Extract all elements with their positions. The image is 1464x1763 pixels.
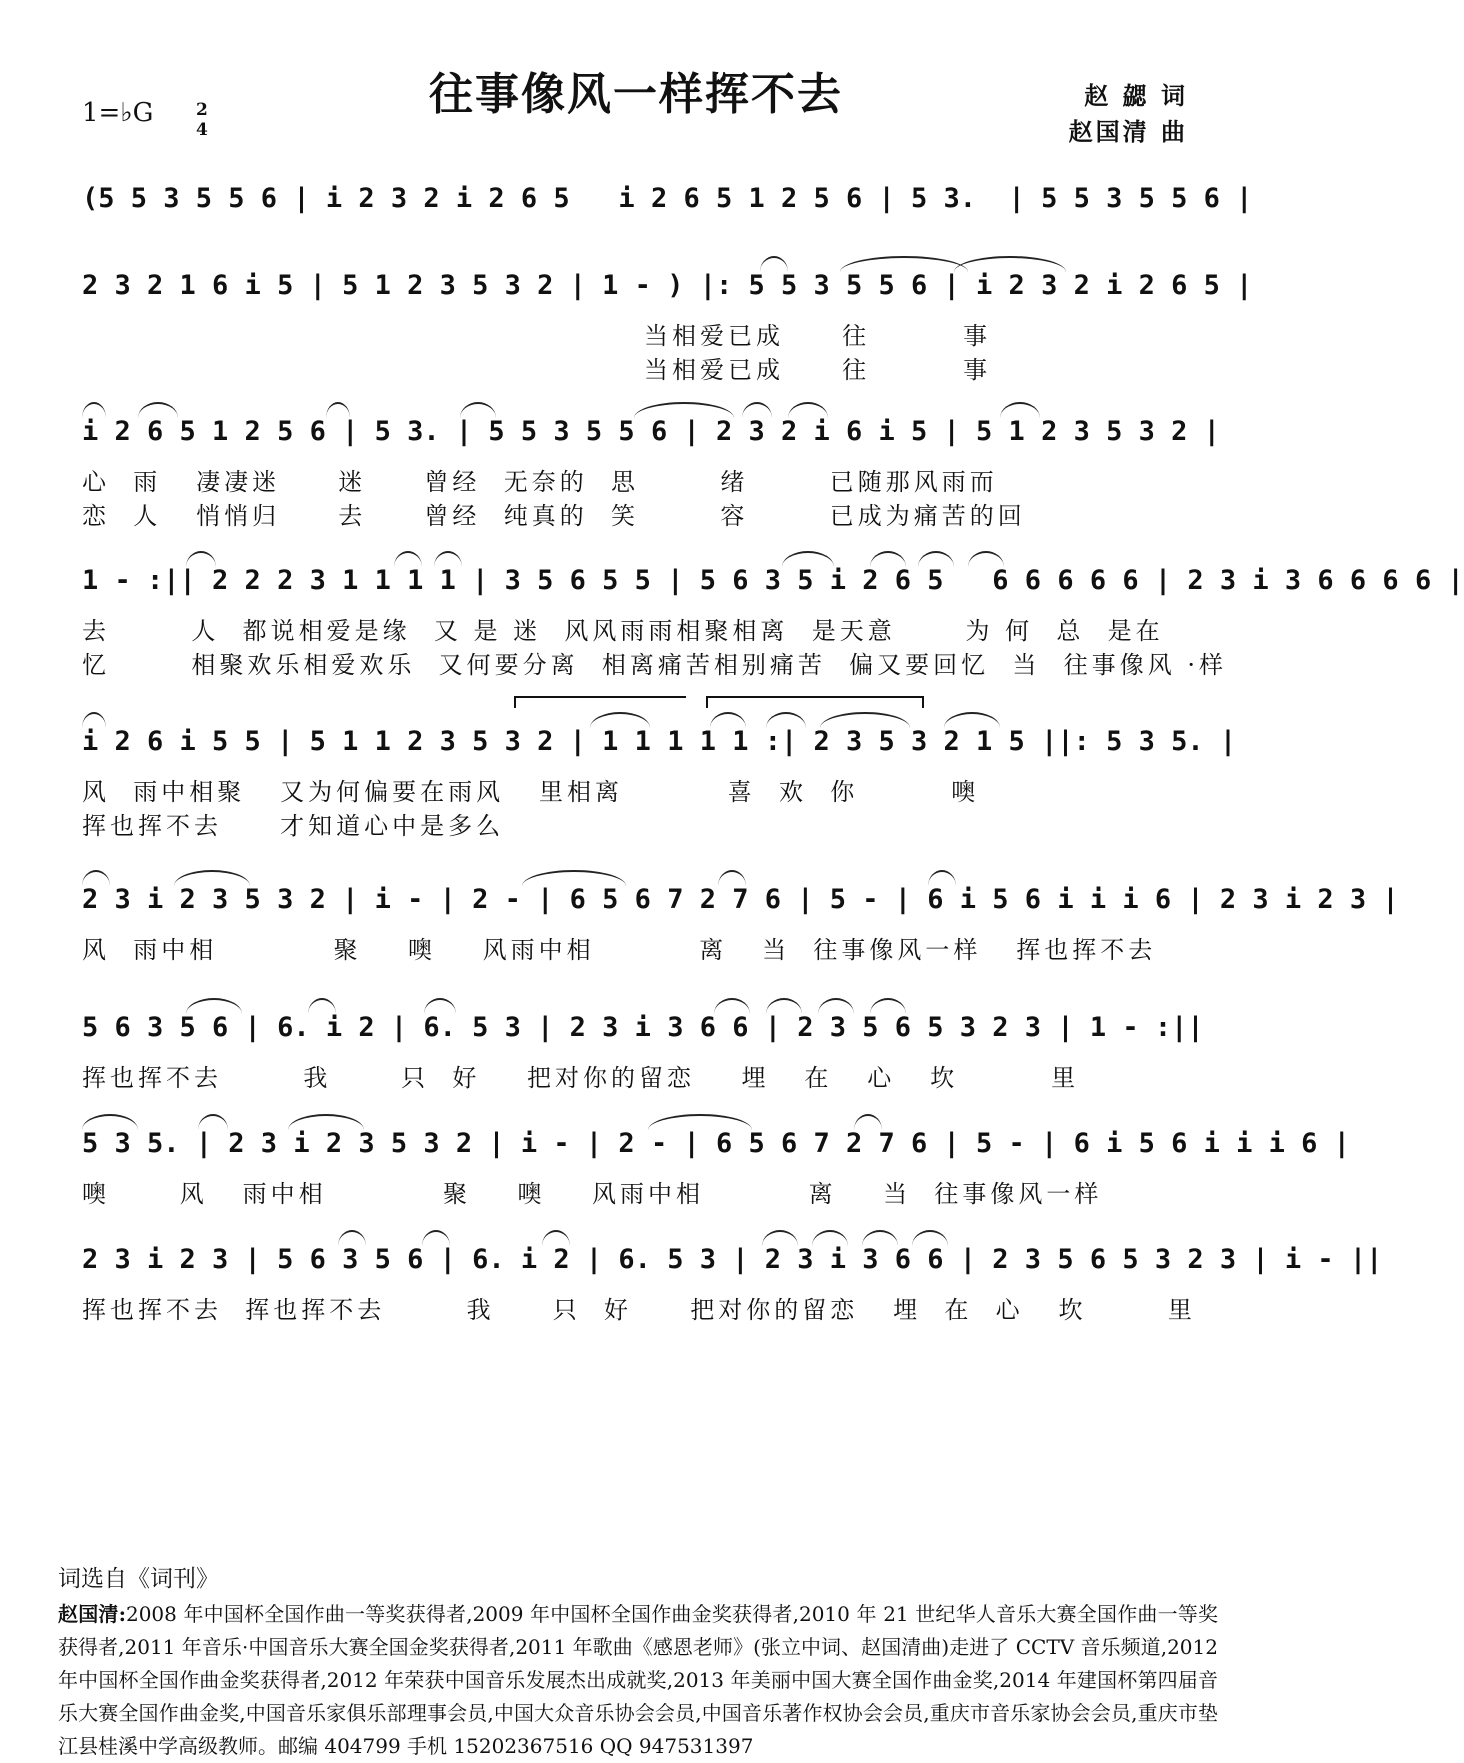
lyrics-verse-1: 心 雨 凄凄迷 迷 曾经 无奈的 思 绪 已随那风雨而: [82, 468, 998, 496]
lyrics-verse-2: 恋 人 悄悄归 去 曾经 纯真的 笑 容 已成为痛苦的回: [82, 502, 1026, 530]
lyrics-verse-2: 挥也挥不去 才知道心中是多么: [82, 812, 505, 840]
lyrics-verse-1: 挥也挥不去 我 只 好 把对你的留恋 埋 在 心 坎 里: [82, 1064, 1080, 1092]
bio-name: 赵国清:: [58, 1602, 126, 1626]
notation-line: 2 3 2 1 6 i 5 | 5 1 2 3 5 3 2 | 1 - ) |: 5 5 3 5 5 6 | i 2 3 2 i 2 6 5 |: [82, 270, 1253, 301]
lyrics-verse-1: 风 雨中相聚 又为何偏要在雨风 里相离 喜 欢 你 噢: [82, 778, 980, 806]
time-signature: 2 4: [196, 100, 208, 140]
key-signature: 1=♭G: [82, 98, 154, 128]
volta-1: [514, 696, 686, 708]
bio-text: 2008 年中国杯全国作曲一等奖获得者,2009 年中国杯全国作曲金奖获得者,2010 年 21 世纪华人音乐大赛全国作曲一等奖获得者,2011 年音乐·中国音乐大赛全国金奖获得者,2011 年歌曲《感恩老师》(张立中词、赵国清曲)走进了 CCTV 音乐频道,2012 年中国杯全国作曲金奖获得者,2012 年荣获中国音乐发展杰出成就奖,2013 年美丽中国大赛全国作曲金奖,2014 年建国杯第四届音乐大赛全国作曲金奖,中国音乐家俱乐部理事会员,中国大众音乐协会会员,中国音乐著作权协会会员,重庆市音乐家协会会员,重庆市垫江县桂溪中学高级教师。邮编 404799 手机 15202367516 QQ 947531397: [58, 1602, 1218, 1758]
notation-line: i 2 6 i 5 5 | 5 1 1 2 3 5 3 2 | 1 1 1 1 1 :| 2 3 5 3 2 1 5 ||: 5 3 5. |: [82, 726, 1237, 757]
notation-line: 2 3 i 2 3 | 5 6 3 5 6 | 6. i 2 | 6. 5 3 | 2 3 i 3 6 6 | 2 3 5 6 5 3 2 3 | i - ||: [82, 1244, 1383, 1275]
lyrics-verse-1: 挥也挥不去 挥也挥不去 我 只 好 把对你的留恋 埋 在 心 坎 里: [82, 1296, 1196, 1324]
notation-line: 5 3 5. | 2 3 i 2 3 5 3 2 | i - | 2 - | 6 5 6 7 2 7 6 | 5 - | 6 i 5 6 i i i 6 |: [82, 1128, 1350, 1159]
lyrics-verse-1: 当相爱已成 往 事: [644, 322, 992, 350]
composer-bio: [58, 1598, 1218, 1763]
lyrics-verse-2: 当相爱已成 往 事: [644, 356, 992, 384]
lyrics-verse-1: 风 雨中相 聚 噢 风雨中相 离 当 往事像风一样 挥也挥不去: [82, 936, 1157, 964]
lyrics-verse-2: 忆 相聚欢乐相爱欢乐 又何要分离 相离痛苦相别痛苦 偏又要回忆 当 往事像风 ·样: [82, 651, 1227, 679]
notation-line: 5 6 3 5 6 | 6. i 2 | 6. 5 3 | 2 3 i 3 6 6 | 2 3 5 6 5 3 2 3 | 1 - :||: [82, 1012, 1204, 1043]
notation-line: 2 3 i 2 3 5 3 2 | i - | 2 - | 6 5 6 7 2 7 6 | 5 - | 6 i 5 6 i i i 6 | 2 3 i 2 3 |: [82, 884, 1399, 915]
notation-line: 1 - :|| 2 2 2 3 1 1 1 1 | 3 5 6 5 5 | 5 6 3 5 i 2 6 5 6 6 6 6 6 | 2 3 i 3 6 6 6 6 |: [82, 565, 1464, 596]
lyricist-credit: 赵 勰 词: [1084, 81, 1188, 110]
volta-2: [706, 696, 924, 708]
lyrics-source-note: 词选自《词刊》: [58, 1566, 219, 1592]
song-title: 往事像风一样挥不去: [429, 69, 843, 120]
lyrics-verse-1: 去 人 都说相爱是缘 又 是 迷 风风雨雨相聚相离 是天意 为 何 总 是在: [82, 617, 1164, 645]
composer-credit: 赵国清 曲: [1068, 117, 1188, 146]
lyrics-verse-1: 噢 风 雨中相 聚 噢 风雨中相 离 当 往事像风一样: [82, 1180, 1103, 1208]
notation-line: i 2 6 5 1 2 5 6 | 5 3. | 5 5 3 5 5 6 | 2 3 2 i 6 i 5 | 5 1 2 3 5 3 2 |: [82, 416, 1220, 447]
notation-line: (5 5 3 5 5 6 | i 2 3 2 i 2 6 5 i 2 6 5 1 2 5 6 | 5 3. | 5 5 3 5 5 6 |: [82, 183, 1253, 214]
